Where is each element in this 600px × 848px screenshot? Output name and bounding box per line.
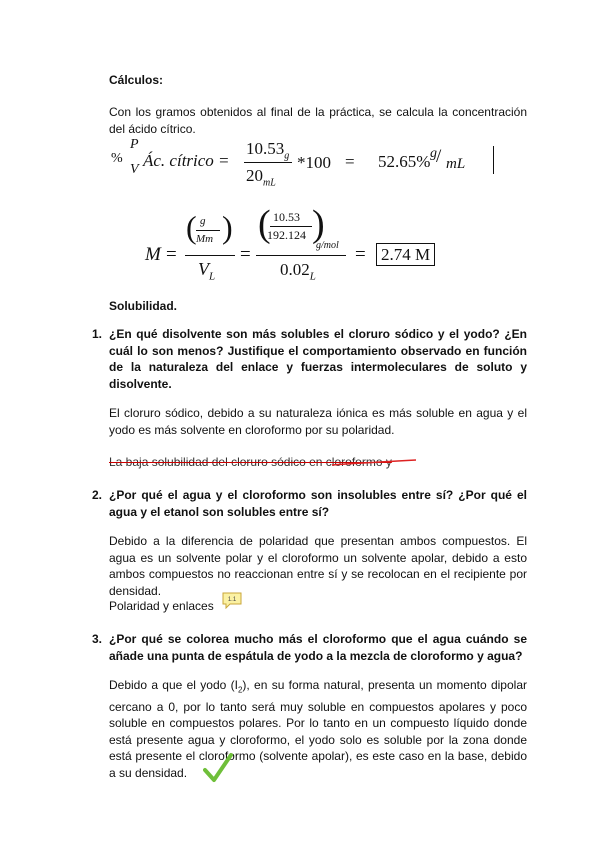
svg-text:1.1: 1.1 [227, 597, 237, 603]
answer-3-text: Debido a que el yodo $(I_2)$, en su forma natural, presenta un momento dipolar cercano a 0, por lo tanto será muy soluble en compuestos apolares y poco soluble en compuestos polares. Por lo tanto en un compuesto líquido donde está presente agua y cloroformo, el yodo solo es soluble por la zona donde está presente el cloroformo (solvente apolar), es este caso en la base, debido a su densidad. [109, 678, 527, 780]
percent-sign: % [111, 151, 123, 166]
answer-2-note: Polaridad y enlaces [109, 599, 214, 613]
calculations-heading: Cálculos: [109, 73, 164, 87]
close-paren-2: ) [312, 203, 325, 245]
question-2-text: ¿Por qué el agua y el cloroformo son insolubles entre sí? ¿Por qué el agua y el etanol son solubles entre sí? [109, 488, 527, 519]
strike-stroke-icon [330, 454, 420, 470]
citric-acid-label: Ác. cítrico = [143, 151, 230, 170]
answer-1-struck-text: La baja solubilidad del cloruro sódico en cloroformo y [109, 455, 392, 469]
eq2-denominator: $0.02_L$ [280, 260, 316, 283]
g-mm-bar [196, 230, 220, 231]
eq1-equals: = [345, 152, 355, 171]
mm-symbol: Mm [196, 233, 214, 245]
molarity-result-box: 2.74 M [376, 243, 435, 266]
eq1-numerator: $10.53_g$ [246, 139, 290, 162]
inner-fraction-bar [270, 226, 312, 227]
comment-note-icon[interactable] [222, 592, 242, 609]
eq2-equals-2: = [240, 244, 251, 265]
v-symbol: V [130, 162, 139, 177]
g-mol-unit: g/mol [316, 240, 339, 251]
result-unit-g: g [430, 146, 437, 161]
eq1-result: 52.65% [378, 152, 431, 171]
eq2-equals-1: = [166, 244, 177, 265]
result-unit-ml: mL [446, 156, 466, 172]
molar-mass-value: 192.124 [267, 228, 306, 242]
answer-1-text: El cloruro sódico, debido a su naturaleza iónica es más soluble en agua y el yodo es más solvente en cloroformo por su polaridad. [109, 406, 527, 437]
solubility-heading: Solubilidad. [109, 299, 177, 313]
g-symbol: g [200, 215, 206, 227]
molarity-symbol: M [145, 244, 161, 265]
close-paren-1: ) [222, 209, 233, 245]
question-1-number: 1. [92, 327, 103, 341]
eq2-equals-3: = [355, 244, 366, 265]
calculations-intro: Con los gramos obtenidos al final de la práctica, se calcula la concentración del ácido cítrico. [109, 105, 527, 136]
checkmark-icon [203, 752, 233, 784]
eq2-fraction-bar-1 [185, 255, 235, 256]
question-3-text: ¿Por qué se colorea mucho más el cloroformo que el agua cuándo se añade una punta de espátula de yodo a la mezcla de cloroformo y agua? [109, 632, 527, 663]
volume-symbol: $V_L$ [198, 259, 216, 283]
p-symbol: P [130, 137, 139, 152]
question-1-text: ¿En qué disolvente son más solubles el cloruro sódico y el yodo? ¿En cuál lo son menos? Justifique el comportamiento observado en función de la naturaleza del enlace y fuerzas intermoleculares de soluto y disolvente. [109, 327, 527, 391]
answer-2-text: Debido a la diferencia de polaridad que presentan ambos compuestos. El agua es un solvente polar y el cloroformo un solvente apolar, debido a esto ambos compuestos no reaccionan entre sí y se recolocan en el recipiente por densidad. [109, 534, 527, 598]
result-unit-slash: / [436, 146, 442, 167]
mass-value: 10.53 [273, 210, 300, 224]
eq1-denominator: $20_{mL}$ [246, 166, 276, 189]
question-2-number: 2. [92, 488, 103, 502]
open-paren-2: ( [258, 203, 271, 245]
eq1-box-edge [493, 146, 494, 174]
eq2-fraction-bar-2 [256, 255, 346, 256]
question-3-number: 3. [92, 632, 103, 646]
times-hundred: *100 [297, 153, 331, 172]
eq1-fraction-bar [244, 162, 292, 163]
open-paren-1: ( [186, 209, 197, 245]
